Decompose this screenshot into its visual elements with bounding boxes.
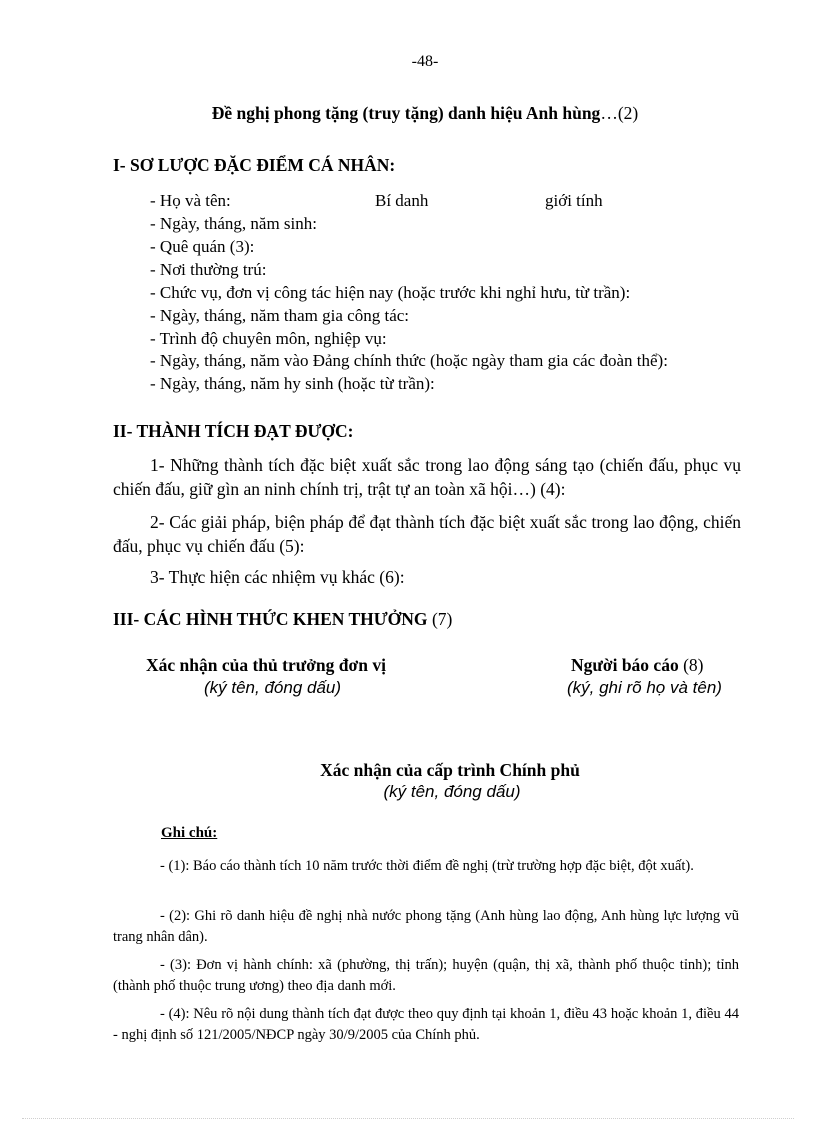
field-party-date: - Ngày, tháng, năm vào Đảng chính thức (hoặc ngày tham gia các đoàn thể): xyxy=(150,351,668,370)
field-qualification: - Trình độ chuyên môn, nghiệp vụ: xyxy=(150,329,387,348)
field-death-date: - Ngày, tháng, năm hy sinh (hoặc từ trần): xyxy=(150,374,435,393)
field-hometown: - Quê quán (3): xyxy=(150,237,255,256)
document-title-main: Đề nghị phong tặng (truy tặng) danh hiệu Anh hùng xyxy=(211,103,601,123)
government-confirmation-note: (ký tên, đóng dấu) xyxy=(383,782,521,801)
achievement-item-1: 1- Những thành tích đặc biệt xuất sắc trong lao động sáng tạo (chiến đấu, phục vụ chiến đấu, giữ gìn an ninh chính trị, trật tự an toàn xã hội…) (4): xyxy=(113,455,741,499)
section-3-heading-suffix: (7) xyxy=(431,609,453,629)
page-number: -48- xyxy=(411,53,439,70)
note-item-4: - (4): Nêu rõ nội dung thành tích đạt được theo quy định tại khoản 1, điều 43 hoặc khoản 1, điều 44 - nghị định số 121/2005/NĐCP ngày 30/9/2005 của Chính phủ. xyxy=(113,1006,739,1043)
section-1-heading: I- SƠ LƯỢC ĐẶC ĐIỂM CÁ NHÂN: xyxy=(113,155,396,175)
reporter-title-suffix: (8) xyxy=(683,655,704,675)
note-item-3: - (3): Đơn vị hành chính: xã (phường, thị trấn); huyện (quận, thị xã, thành phố thuộc tỉnh); tỉnh (thành phố thuộc trung ương) theo địa danh mới. xyxy=(113,957,739,994)
note-item-2: - (2): Ghi rõ danh hiệu đề nghị nhà nước phong tặng (Anh hùng lao động, Anh hùng lực lượng vũ trang nhân dân). xyxy=(113,908,739,945)
field-name-label: - Họ và tên: xyxy=(150,191,231,210)
reporter-note: (ký, ghi rõ họ và tên) xyxy=(567,678,722,697)
document-title xyxy=(0,103,816,124)
section-3-heading xyxy=(113,609,452,630)
field-work-start-date: - Ngày, tháng, năm tham gia công tác: xyxy=(150,306,410,325)
field-residence: - Nơi thường trú: xyxy=(150,260,267,279)
field-position: - Chức vụ, đơn vị công tác hiện nay (hoặc trước khi nghỉ hưu, từ trần): xyxy=(150,283,631,302)
section-3-heading-text: III- CÁC HÌNH THỨC KHEN THƯỞNG xyxy=(113,609,428,629)
government-confirmation-title: Xác nhận của cấp trình Chính phủ xyxy=(320,760,580,780)
bottom-divider xyxy=(22,1118,794,1119)
notes-heading: Ghi chú: xyxy=(161,825,218,841)
achievement-item-2: 2- Các giải pháp, biện pháp để đạt thành tích đặc biệt xuất sắc trong lao động, chiến đấu, phục vụ chiến đấu (5): xyxy=(113,512,741,556)
section-2-heading: II- THÀNH TÍCH ĐẠT ĐƯỢC: xyxy=(113,421,354,441)
field-birth-date: - Ngày, tháng, năm sinh: xyxy=(150,214,317,233)
field-alias-label: Bí danh xyxy=(375,191,429,210)
note-item-1: - (1): Báo cáo thành tích 10 năm trước thời điểm đề nghị (trừ trường hợp đặc biệt, đột xuất). xyxy=(160,858,694,874)
unit-head-confirmation-note: (ký tên, đóng dấu) xyxy=(204,678,342,697)
achievement-item-3: 3- Thực hiện các nhiệm vụ khác (6): xyxy=(150,567,405,587)
reporter-title-text: Người báo cáo xyxy=(571,655,679,675)
field-gender-label: giới tính xyxy=(545,191,603,210)
unit-head-confirmation-title: Xác nhận của thủ trưởng đơn vị xyxy=(146,655,386,675)
reporter-title xyxy=(571,655,703,676)
document-title-suffix: …(2) xyxy=(600,103,639,123)
